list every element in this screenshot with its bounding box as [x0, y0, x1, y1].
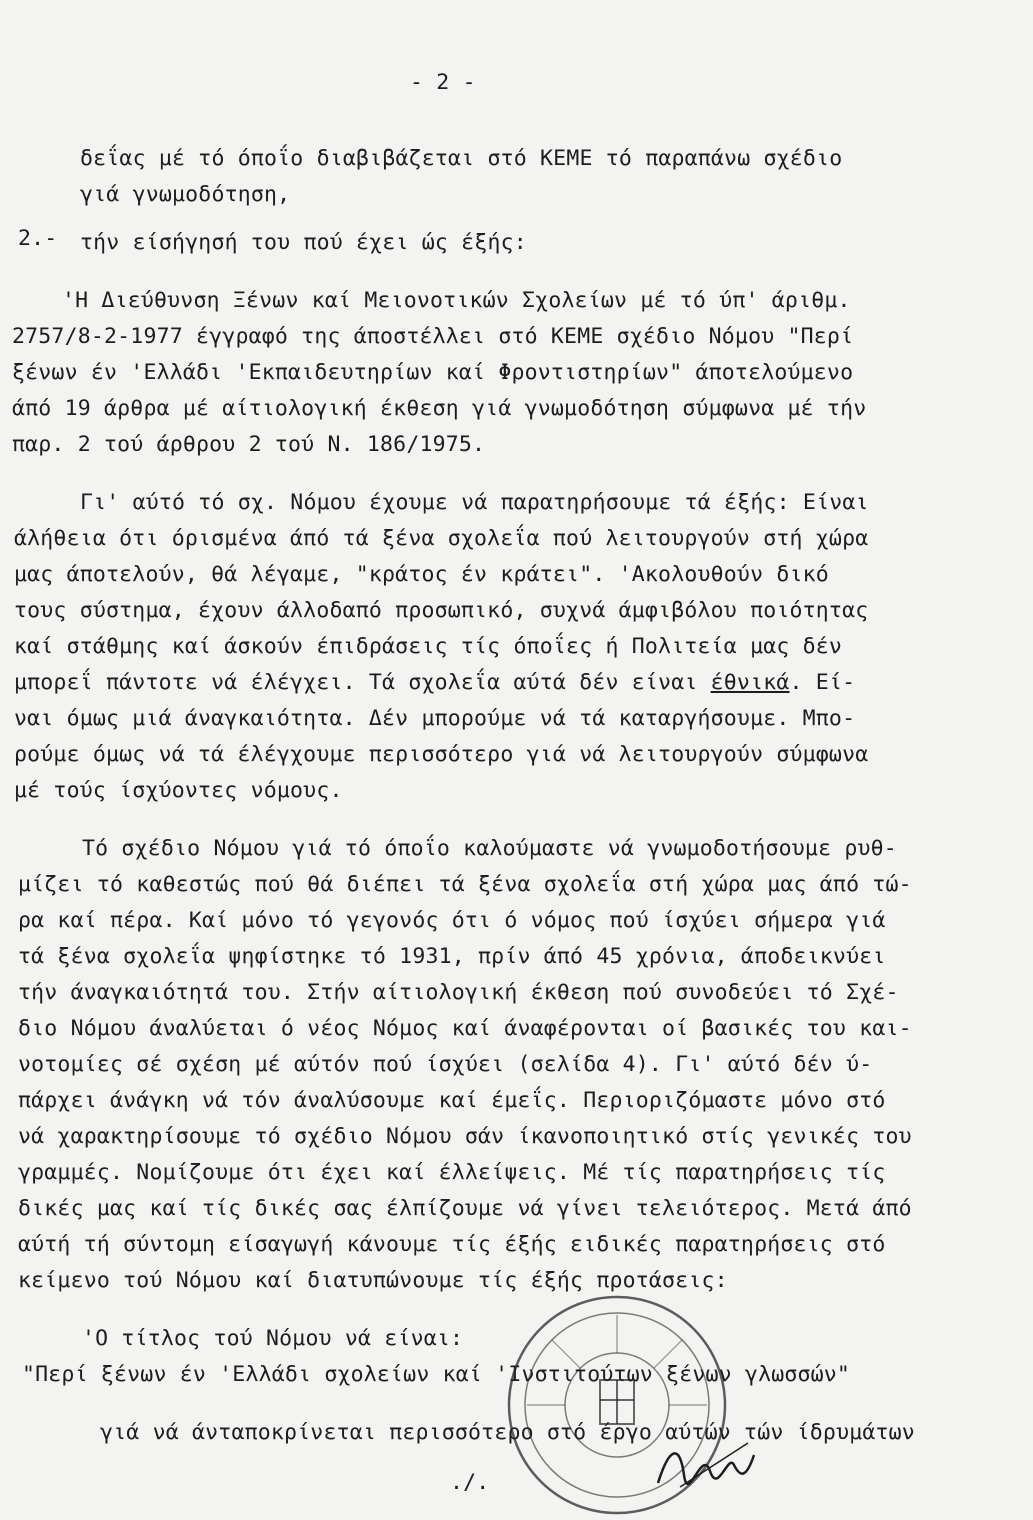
para3-line-1: Τό σχέδιο Νόμου γιά τό όποΐο καλούμαστε νά γνωμοδοτήσουμε ρυθ-: [82, 836, 897, 861]
para1-line-5: παρ. 2 τού άρθρου 2 τού Ν. 186/1975.: [12, 432, 486, 457]
para2-line-6-text: μπορεΐ πάντοτε νά έλέγχει. Τά σχολεΐα αύτά δέν είναι: [14, 670, 711, 695]
para3-line-6: διο Νόμου άναλύεται ό νέος Νόμος καί άναφέρονται οί βασικές του και-: [18, 1016, 912, 1041]
para2-line-5: καί στάθμης καί άσκούν έπιδράσεις τίς όποΐες ή Πολιτεία μας δέν: [14, 634, 843, 659]
page-number: - 2 -: [410, 70, 476, 95]
signature: [650, 1435, 760, 1495]
para1-line-2: 2757/8-2-1977 έγγραφό της άποστέλλει στό ΚΕΜΕ σχέδιο Νόμου "Περί: [12, 324, 854, 349]
para2-line-6-tail: . Εί-: [789, 670, 856, 695]
intro-line-1: δεΐας μέ τό όποΐο διαβιβάζεται στό ΚΕΜΕ τό παραπάνω σχέδιο: [80, 146, 843, 171]
para2-line-8: ρούμε όμως νά τά έλέγχουμε περισσότερο γιά νά λειτουργούν σύμφωνα: [14, 742, 869, 767]
title-intro: 'Ο τίτλος τού Νόμου νά είναι:: [82, 1326, 464, 1351]
para3-line-12: αύτή τή σύντομη είσαγωγή κάνουμε τίς έξής ειδικές παρατηρήσεις στό: [18, 1232, 886, 1257]
para2-line-3: μας άποτελούν, θά λέγαμε, "κράτος έν κράτει". 'Ακολουθούν δικό: [14, 562, 829, 587]
para3-line-13: κείμενο τού Νόμου καί διατυπώνουμε τίς έξής προτάσεις:: [18, 1268, 728, 1293]
para2-line-4: τους σύστημα, έχουν άλλοδαπό προσωπικό, συχνά άμφιβόλου ποιότητας: [14, 598, 869, 623]
continuation-mark: ./.: [450, 1470, 490, 1495]
closing-line: γιά νά άνταποκρίνεται περισσότερο στό έργο αύτών τών ίδρυμάτων: [100, 1420, 915, 1445]
para1-line-3: ξένων έν 'Ελλάδι 'Εκπαιδευτηρίων καί Φροντιστηρίων" άποτελούμενο: [12, 360, 854, 385]
para3-line-2: μίζει τό καθεστώς πού θά διέπει τά ξένα σχολεΐα στή χώρα μας άπό τώ-: [18, 872, 912, 897]
title-quote: "Περί ξένων έν 'Ελλάδι σχολείων καί 'Ινστιτούτων ξένων γλωσσών": [22, 1362, 851, 1387]
item-number: 2.-: [18, 226, 58, 251]
para3-line-7: νοτομίες σέ σχέση μέ αύτόν πού ίσχύει (σελίδα 4). Γι' αύτό δέν ύ-: [18, 1052, 873, 1077]
para2-line-9: μέ τούς ίσχύοντες νόμους.: [14, 778, 343, 803]
para3-line-9: νά χαρακτηρίσουμε τό σχέδιο Νόμου σάν ίκανοποιητικό στίς γενικές του: [18, 1124, 912, 1149]
para2-line-7: ναι όμως μιά άναγκαιότητα. Δέν μπορούμε νά τά καταργήσουμε. Μπο-: [14, 706, 856, 731]
para3-line-3: ρα καί πέρα. Καί μόνο τό γεγονός ότι ό νόμος πού ίσχύει σήμερα γιά: [18, 908, 886, 933]
para3-line-4: τά ξένα σχολεΐα ψηφίστηκε τό 1931, πρίν άπό 45 χρόνια, άποδεικνύει: [18, 944, 886, 969]
para2-line-2: άλήθεια ότι όρισμένα άπό τά ξένα σχολεΐα πού λειτουργούν στή χώρα: [14, 526, 869, 551]
para3-line-10: γραμμές. Νομίζουμε ότι έχει καί έλλείψεις. Μέ τίς παρατηρήσεις τίς: [18, 1160, 886, 1185]
para2-line-6: [14, 670, 855, 696]
para3-line-8: πάρχει άνάγκη νά τόν άναλύσουμε καί έμεΐς. Περιοριζόμαστε μόνο στό: [18, 1088, 886, 1113]
para2-line-1: Γι' αύτό τό σχ. Νόμου έχουμε νά παρατηρήσουμε τά έξής: Είναι: [80, 490, 869, 515]
intro-line-2: γιά γνωμοδότηση,: [80, 182, 291, 207]
para3-line-11: δικές μας καί τίς δικές σας έλπίζουμε νά γίνει τελειότερος. Μετά άπό: [18, 1196, 912, 1221]
para1-line-1: 'Η Διεύθυνση Ξένων καί Μειονοτικών Σχολείων μέ τό ύπ' άριθμ.: [62, 288, 851, 313]
para1-line-4: άπό 19 άρθρα μέ αίτιολογική έκθεση γιά γνωμοδότηση σύμφωνα μέ τήν: [12, 396, 867, 421]
item-text: τήν είσήγησή του πού έχει ώς έξής:: [80, 230, 527, 255]
para3-line-5: τήν άναγκαιότητά του. Στήν αίτιολογική έκθεση πού συνοδεύει τό Σχέ-: [18, 980, 899, 1005]
underlined-word: έθνικά: [710, 670, 790, 695]
